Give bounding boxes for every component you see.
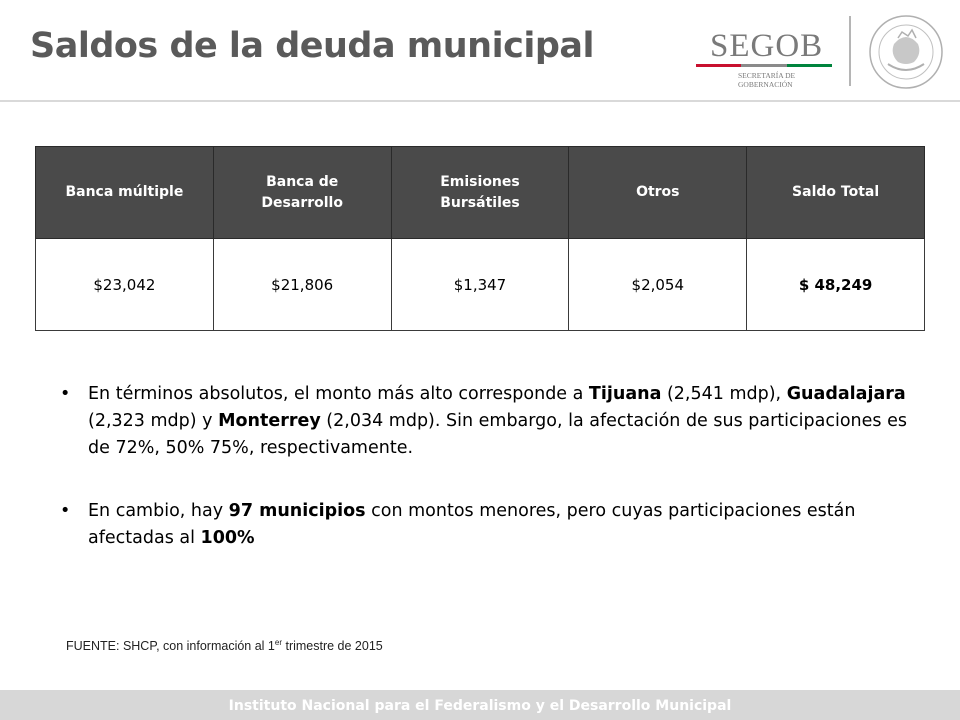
list-item xyxy=(60,381,920,462)
bullet-dot-icon: • xyxy=(60,384,71,404)
segob-logo-text: SEGOB xyxy=(710,28,824,64)
source-note xyxy=(66,638,383,653)
bullet-text: con montos menores, pero cuyas participaciones están afectadas al xyxy=(88,501,856,548)
bullet-bold-count: 97 municipios xyxy=(228,501,366,521)
bullet-text: (2,323 mdp) y xyxy=(88,411,219,431)
page-title: Saldos de la deuda municipal xyxy=(30,26,594,66)
bullet-text: (2,541 mdp), xyxy=(661,384,787,404)
footer-bar xyxy=(0,690,960,720)
table-row xyxy=(36,239,925,331)
logo-divider xyxy=(849,16,851,86)
segob-subtitle-line1: SECRETARÍA DE xyxy=(738,71,796,80)
header-otros: Otros xyxy=(569,147,747,239)
segob-subtitle xyxy=(738,71,828,89)
bullet-bold-percent: 100% xyxy=(200,528,255,548)
bullet-text: En términos absolutos, el monto más alto corresponde a xyxy=(88,384,589,404)
cell-saldo-total: $ 48,249 xyxy=(747,239,925,331)
segob-subtitle-line2: GOBERNACIÓN xyxy=(738,80,793,89)
footer-text: Instituto Nacional para el Federalismo y el Desarrollo Municipal xyxy=(228,698,732,714)
national-seal-icon xyxy=(868,14,944,90)
source-prefix: FUENTE: SHCP, con información al 1 xyxy=(66,639,275,654)
cell-banca-desarrollo: $21,806 xyxy=(213,239,391,331)
segob-logo xyxy=(696,24,836,94)
header-banca-desarrollo: Banca de Desarrollo xyxy=(213,147,391,239)
cell-banca-multiple: $23,042 xyxy=(36,239,214,331)
source-suffix: trimestre de 2015 xyxy=(282,639,383,654)
header-saldo-total: Saldo Total xyxy=(747,147,925,239)
bullet-bold-city: Guadalajara xyxy=(786,384,906,404)
table-header-row xyxy=(36,147,925,239)
bullet-bold-city: Monterrey xyxy=(218,411,321,431)
bullet-bold-city: Tijuana xyxy=(588,384,662,404)
header-divider xyxy=(0,100,960,102)
bullet-dot-icon: • xyxy=(60,501,71,521)
source-superscript: er xyxy=(274,638,282,647)
list-item xyxy=(60,498,920,552)
debt-table xyxy=(35,146,925,331)
flag-stripes xyxy=(696,64,832,67)
cell-emisiones-bursatiles: $1,347 xyxy=(391,239,569,331)
bullet-text: En cambio, hay xyxy=(88,501,229,521)
header-emisiones-bursatiles: Emisiones Bursátiles xyxy=(391,147,569,239)
bullet-list xyxy=(60,381,920,552)
cell-otros: $2,054 xyxy=(569,239,747,331)
bullet-text: (2,034 mdp). Sin embargo, la afectación de sus participaciones es de 72%, 50% 75%, respectivamente. xyxy=(88,411,907,458)
header-banca-multiple: Banca múltiple xyxy=(36,147,214,239)
